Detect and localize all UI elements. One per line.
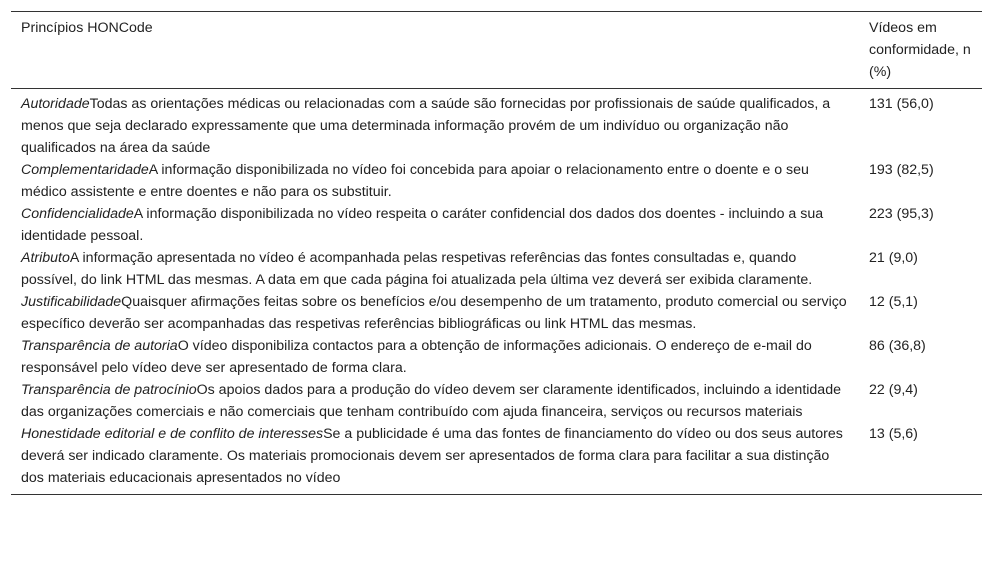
principle-cell [11,335,859,379]
table-row [11,247,982,291]
videos-cell: 86 (36,8) [869,338,926,354]
principle-cell [11,203,859,247]
principle-description: A informação apresentada no vídeo é acompanhada pelas respetivas referências das fontes consultadas e, quando possível, do link HTML das mesmas. A data em que cada página foi atualizada pela última vez deverá ser exibida claramente. [21,250,813,288]
principle-description: Se a publicidade é uma das fontes de financiamento do vídeo ou dos seus autores deverá ser indicado claramente. Os materiais promocionais devem ser apresentados de forma clara para facilitar a sua distinção dos materiais educacionais apresentados no vídeo [21,426,843,486]
header-principle: Princípios HONCode [21,20,153,36]
principle-term: Confidencialidade [21,206,134,222]
honcode-table-container [11,11,982,495]
principle-term: Transparência de autoria [21,338,178,354]
principle-term: Atributo [21,250,70,266]
videos-cell: 223 (95,3) [869,206,934,222]
videos-cell: 193 (82,5) [869,162,934,178]
honcode-table [11,11,982,495]
principle-term: Complementaridade [21,162,149,178]
principle-cell [11,159,859,203]
principle-cell [11,379,859,423]
videos-cell: 12 (5,1) [869,294,918,310]
table-row [11,335,982,379]
principle-description: A informação disponibilizada no vídeo respeita o caráter confidencial dos dados dos doentes - incluindo a sua identidade pessoal. [21,206,824,244]
table-row [11,159,982,203]
principle-cell [11,423,859,495]
header-row [11,12,982,89]
principle-description: A informação disponibilizada no vídeo foi concebida para apoiar o relacionamento entre o doente e o seu médico assistente e entre doentes e não para os substituir. [21,162,809,200]
videos-cell: 22 (9,4) [869,382,918,398]
table-row [11,423,982,495]
principle-term: Honestidade editorial e de conflito de interesses [21,426,324,442]
principle-description: Todas as orientações médicas ou relacionadas com a saúde são fornecidas por profissionais de saúde qualificados, a menos que seja declarado expressamente que uma determinada informação provém de um indivíduo ou organização não qualificados na área da saúde [21,96,831,156]
principle-description: Os apoios dados para a produção do vídeo devem ser claramente identificados, incluindo a identidade das organizações comerciais e não comerciais que tenham contribuído com ajuda financeira, serviços ou recursos materiais [21,382,841,420]
videos-cell: 13 (5,6) [869,426,918,442]
principle-cell [11,247,859,291]
principle-term: Justificabilidade [21,294,122,310]
principle-description: Quaisquer afirmações feitas sobre os benefícios e/ou desempenho de um tratamento, produto comercial ou serviço específico deverão ser acompanhadas das respetivas referências bibliográficas ou link HTML das mesmas. [21,294,847,332]
table-header [11,12,982,89]
videos-cell: 131 (56,0) [869,96,934,112]
header-videos: Vídeos em conformidade, n (%) [869,20,971,80]
principle-cell [11,291,859,335]
table-row [11,89,982,160]
videos-cell: 21 (9,0) [869,250,918,266]
table-body [11,89,982,495]
principle-description: O vídeo disponibiliza contactos para a obtenção de informações adicionais. O endereço de e-mail do responsável pelo vídeo deve ser apresentado de forma clara. [21,338,812,376]
table-row [11,379,982,423]
principle-cell [11,89,859,160]
principle-term: Transparência de patrocínio [21,382,197,398]
table-row [11,203,982,247]
principle-term: Autoridade [21,96,90,112]
table-row [11,291,982,335]
